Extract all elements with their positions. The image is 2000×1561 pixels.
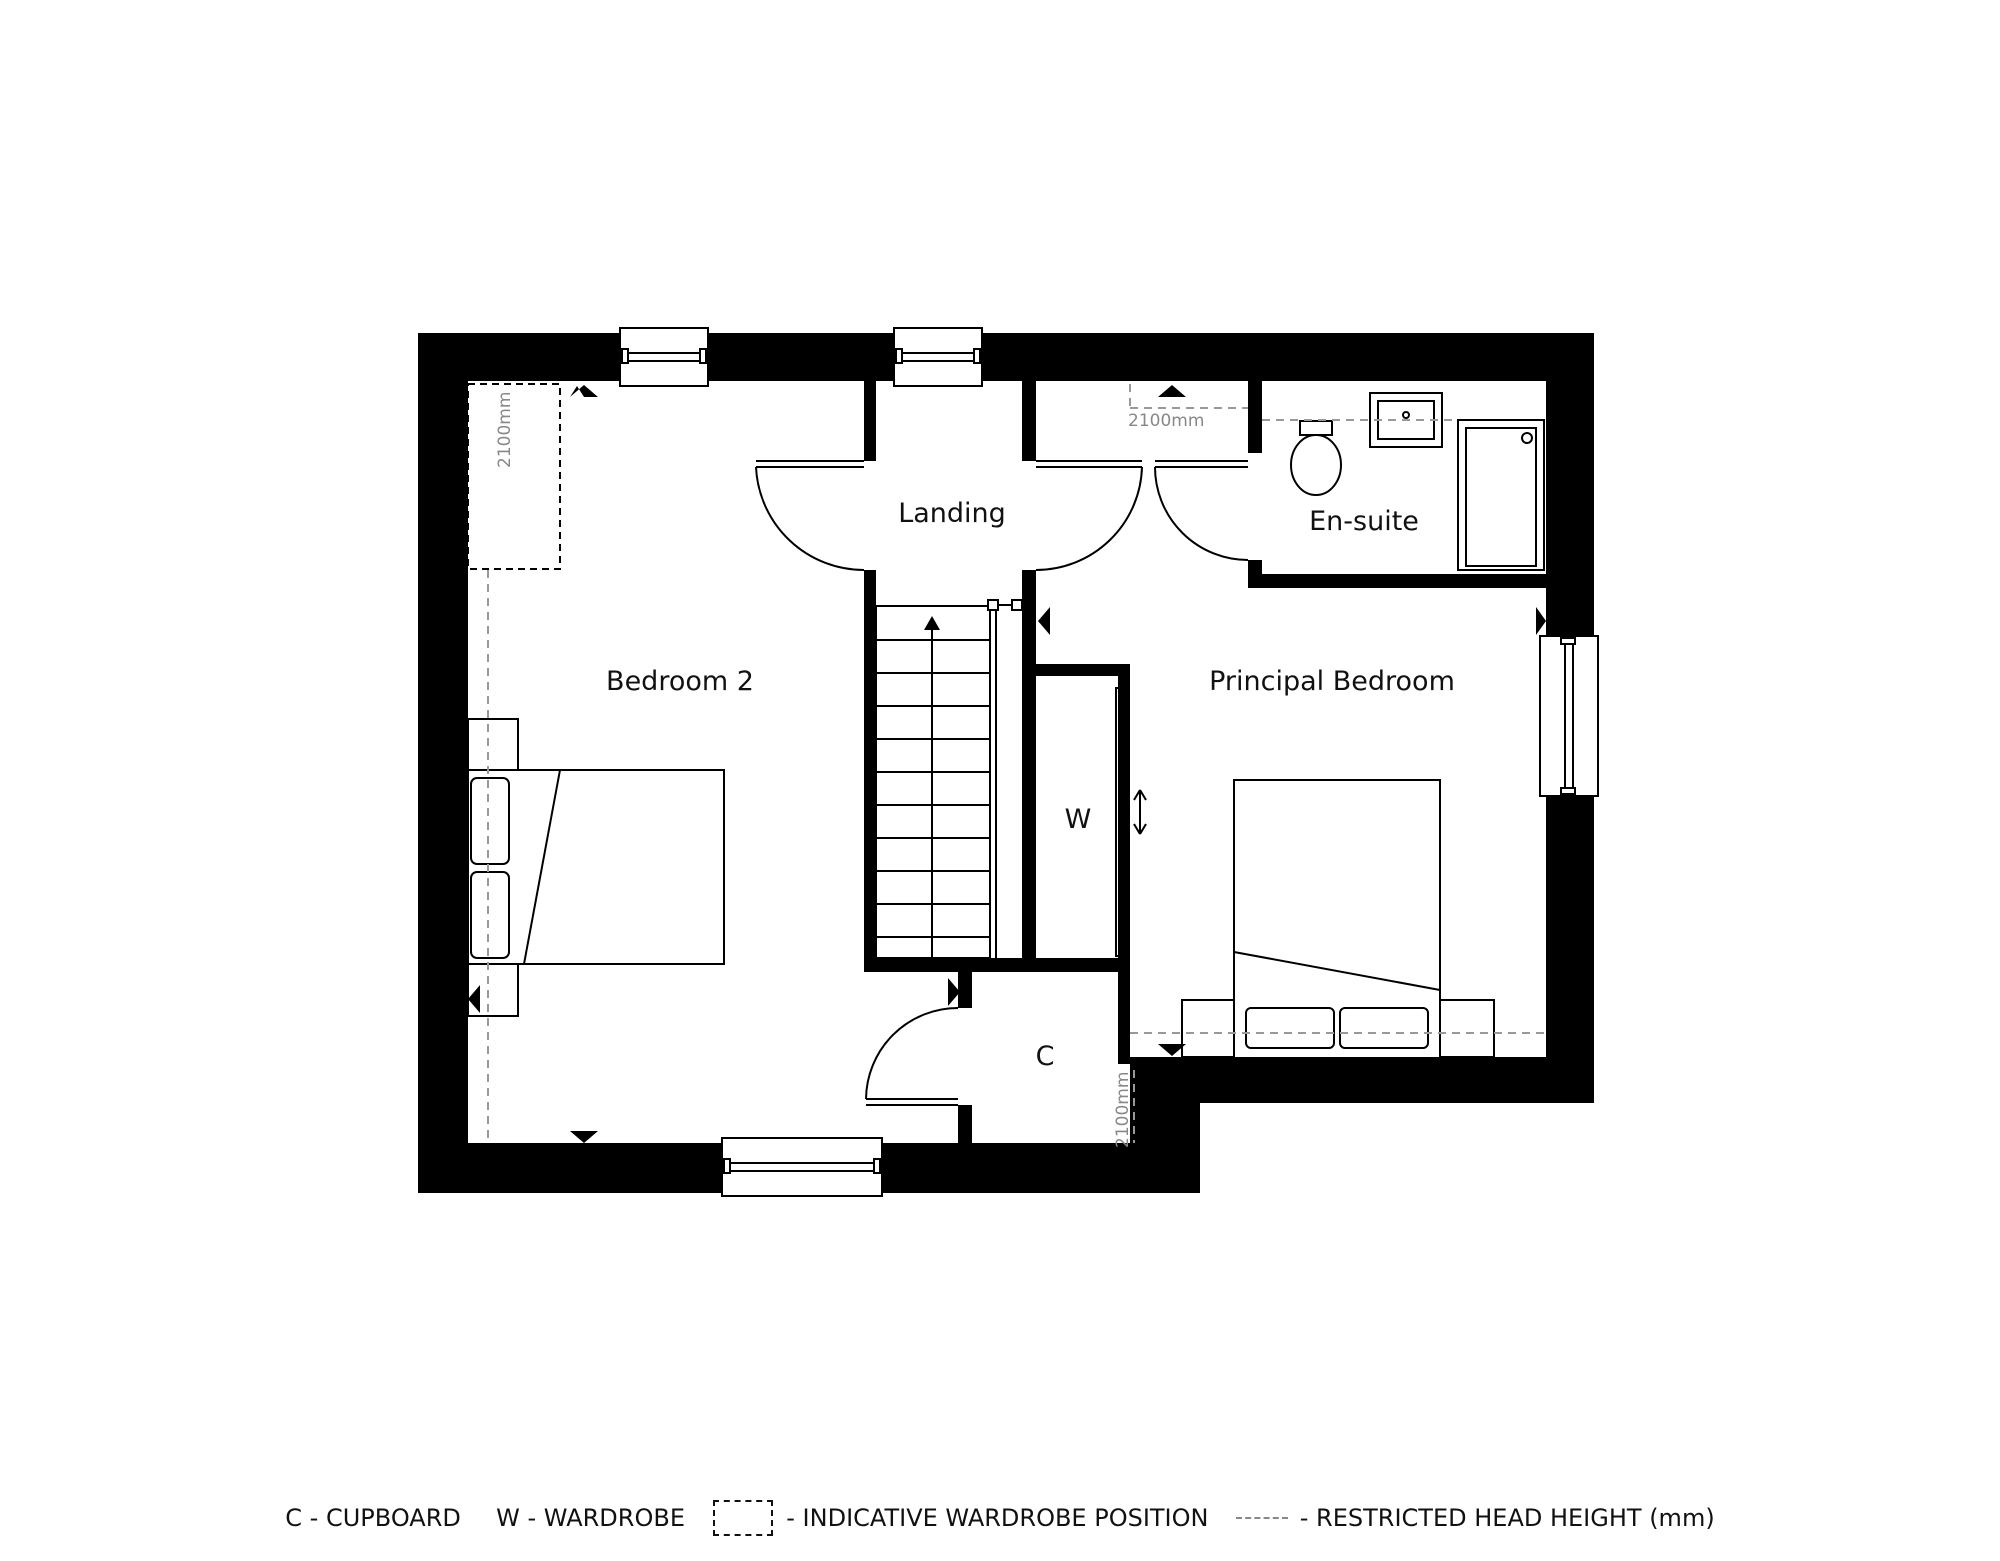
door-cupboard: [866, 1008, 958, 1105]
staircase: [876, 600, 1022, 958]
window-landing-top: [894, 328, 982, 386]
elevation-arrow-icons: [468, 385, 1546, 1143]
legend: [0, 1500, 2000, 1536]
legend-wardrobe: W - WARDROBE: [496, 1504, 685, 1532]
window-bedroom2-bottom: [722, 1138, 882, 1196]
legend-dashed-line-icon: [1236, 1517, 1288, 1519]
bathtub: [1458, 420, 1544, 570]
window-bedroom2-top: [620, 328, 708, 386]
toilet: [1291, 421, 1341, 495]
stair-arrow-icon: [924, 616, 940, 630]
head-height-label-cupboard: 2100mm: [1113, 1071, 1133, 1148]
bedside-tables-bedroom2: [468, 719, 518, 1016]
head-height-label-top: 2100mm: [1128, 411, 1205, 431]
window-principal-right: [1540, 636, 1598, 796]
outer-walls: [418, 333, 1594, 1193]
door-ensuite: [1155, 461, 1248, 560]
room-label-landing: Landing: [898, 498, 1006, 529]
bedside-tables-principal: [1182, 1000, 1494, 1057]
room-label-principal: Principal Bedroom: [1209, 666, 1455, 697]
bed-bedroom2: [468, 770, 724, 964]
door-bedroom2: [756, 461, 864, 570]
door-landing-right: [1036, 461, 1142, 570]
legend-cupboard: C - CUPBOARD: [285, 1504, 461, 1532]
head-height-label-bedroom2: 2100mm: [495, 391, 515, 468]
restricted-head-height-lines: [488, 384, 1546, 1143]
internal-walls: [864, 381, 1546, 1145]
room-label-bedroom2: Bedroom 2: [606, 666, 754, 697]
room-label-ensuite: En-suite: [1309, 506, 1419, 537]
room-label-cupboard: C: [1035, 1041, 1055, 1072]
bed-principal: [1234, 780, 1440, 1058]
legend-dashed-box-icon: [713, 1500, 773, 1536]
legend-indicative: - INDICATIVE WARDROBE POSITION: [786, 1504, 1209, 1532]
room-label-wardrobe: W: [1064, 804, 1092, 835]
legend-restricted: - RESTRICTED HEAD HEIGHT (mm): [1299, 1504, 1715, 1532]
